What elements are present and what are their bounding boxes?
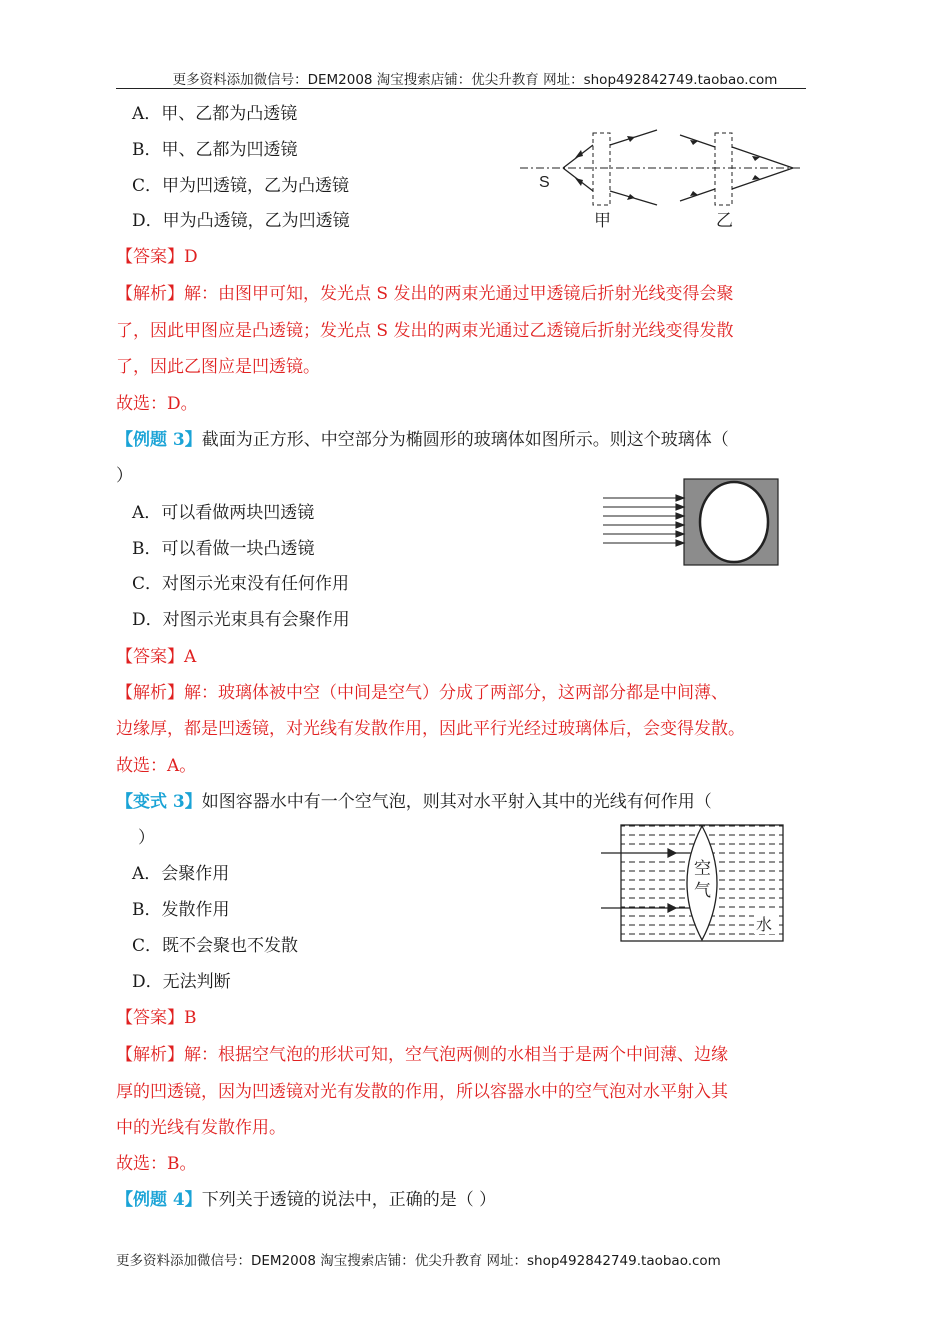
answer-tag: 【答案】 [116,1008,184,1028]
q2-analysis-line-1 [116,279,733,304]
var3-stem [116,787,712,812]
q2-option-d: D．甲为凸透镜，乙为凹透镜 [132,211,350,231]
var3-option-b: B．发散作用 [132,900,230,920]
var3-option-d: D．无法判断 [132,972,231,992]
analysis-tag: 【解析】 [116,284,184,304]
q2-option-b: B．甲、乙都为凹透镜 [132,140,298,160]
answer-value: A [184,647,197,667]
figure-air-label-2: 气 [694,881,711,901]
q2-analysis-line-2: 了，因此甲图应是凸透镜；发光点 S 发出的两束光通过乙透镜后折射光线变得发散 [116,321,734,341]
var3-stem-text: 如图容器水中有一个空气泡，则其对水平射入其中的光线有何作用（ [201,792,712,812]
var3-analysis-line-3: 中的光线有发散作用。 [116,1118,286,1138]
ex4-stem-text: 下列关于透镜的说法中，正确的是（ ） [201,1190,497,1210]
ex3-tag: 【例题 3】 [116,430,202,450]
page-footer: 更多资料添加微信号：DEM2008 淘宝搜索店铺：优尖升教育 网址：shop492842749.taobao.com [116,1253,721,1269]
water-container-figure [598,822,788,944]
ex3-option-c: C．对图示光束没有任何作用 [132,574,350,594]
figure-water-label: 水 [756,915,773,934]
page-header: 更多资料添加微信号：DEM2008 淘宝搜索店铺：优尖升教育 网址：shop492842749.taobao.com [172,72,778,88]
analysis-tag: 【解析】 [116,683,184,703]
analysis-tag: 【解析】 [116,1045,184,1065]
answer-value: B [184,1008,197,1028]
var3-tag: 【变式 3】 [116,792,202,812]
var3-choice: 故选：B。 [116,1154,197,1174]
header-divider [116,88,806,89]
figure-lens-yi-label: 乙 [716,211,733,231]
q2-option-a: A．甲、乙都为凸透镜 [132,104,298,124]
var3-answer [116,1003,197,1028]
analysis-text: 解：玻璃体被中空（中间是空气）分成了两部分，这两部分都是中间薄、 [184,683,728,703]
ex4-stem [116,1185,496,1210]
lens-diagram-figure [515,125,805,235]
glass-block-figure [600,476,785,568]
answer-tag: 【答案】 [116,647,184,667]
ex4-tag: 【例题 4】 [116,1190,202,1210]
q2-answer [116,242,198,267]
ex3-analysis-line-1 [116,678,728,703]
var3-stem-cont: ） [138,828,155,848]
ex3-option-d: D．对图示光束具有会聚作用 [132,610,350,630]
ex3-option-a: A．可以看做两块凹透镜 [132,503,315,523]
ex3-stem-cont: ） [116,466,133,486]
figure-air-label-1: 空 [694,859,711,879]
var3-option-c: C．既不会聚也不发散 [132,936,299,956]
analysis-text: 解：由图甲可知，发光点 S 发出的两束光通过甲透镜后折射光线变得会聚 [184,284,734,304]
figure-lens-jia-label: 甲 [594,211,611,231]
ex3-option-b: B．可以看做一块凸透镜 [132,539,315,559]
q2-option-c: C．甲为凹透镜，乙为凸透镜 [132,176,350,196]
var3-option-a: A．会聚作用 [132,864,230,884]
ex3-answer [116,642,196,667]
q2-choice: 故选：D。 [116,394,198,414]
ex3-stem [116,425,729,450]
figure-source-label: S [539,174,550,191]
answer-value: D [184,247,198,267]
var3-analysis-line-2: 厚的凹透镜，因为凹透镜对光有发散的作用，所以容器水中的空气泡对水平射入其 [116,1082,728,1102]
ex3-stem-text: 截面为正方形、中空部分为椭圆形的玻璃体如图所示。则这个玻璃体（ [201,430,729,450]
answer-tag: 【答案】 [116,247,184,267]
analysis-text: 解：根据空气泡的形状可知，空气泡两侧的水相当于是两个中间薄、边缘 [184,1045,728,1065]
var3-analysis-line-1 [116,1040,728,1065]
ex3-choice: 故选：A。 [116,756,197,776]
q2-analysis-line-3: 了，因此乙图应是凹透镜。 [116,357,320,377]
ex3-analysis-line-2: 边缘厚，都是凹透镜，对光线有发散作用，因此平行光经过玻璃体后，会变得发散。 [116,719,745,739]
